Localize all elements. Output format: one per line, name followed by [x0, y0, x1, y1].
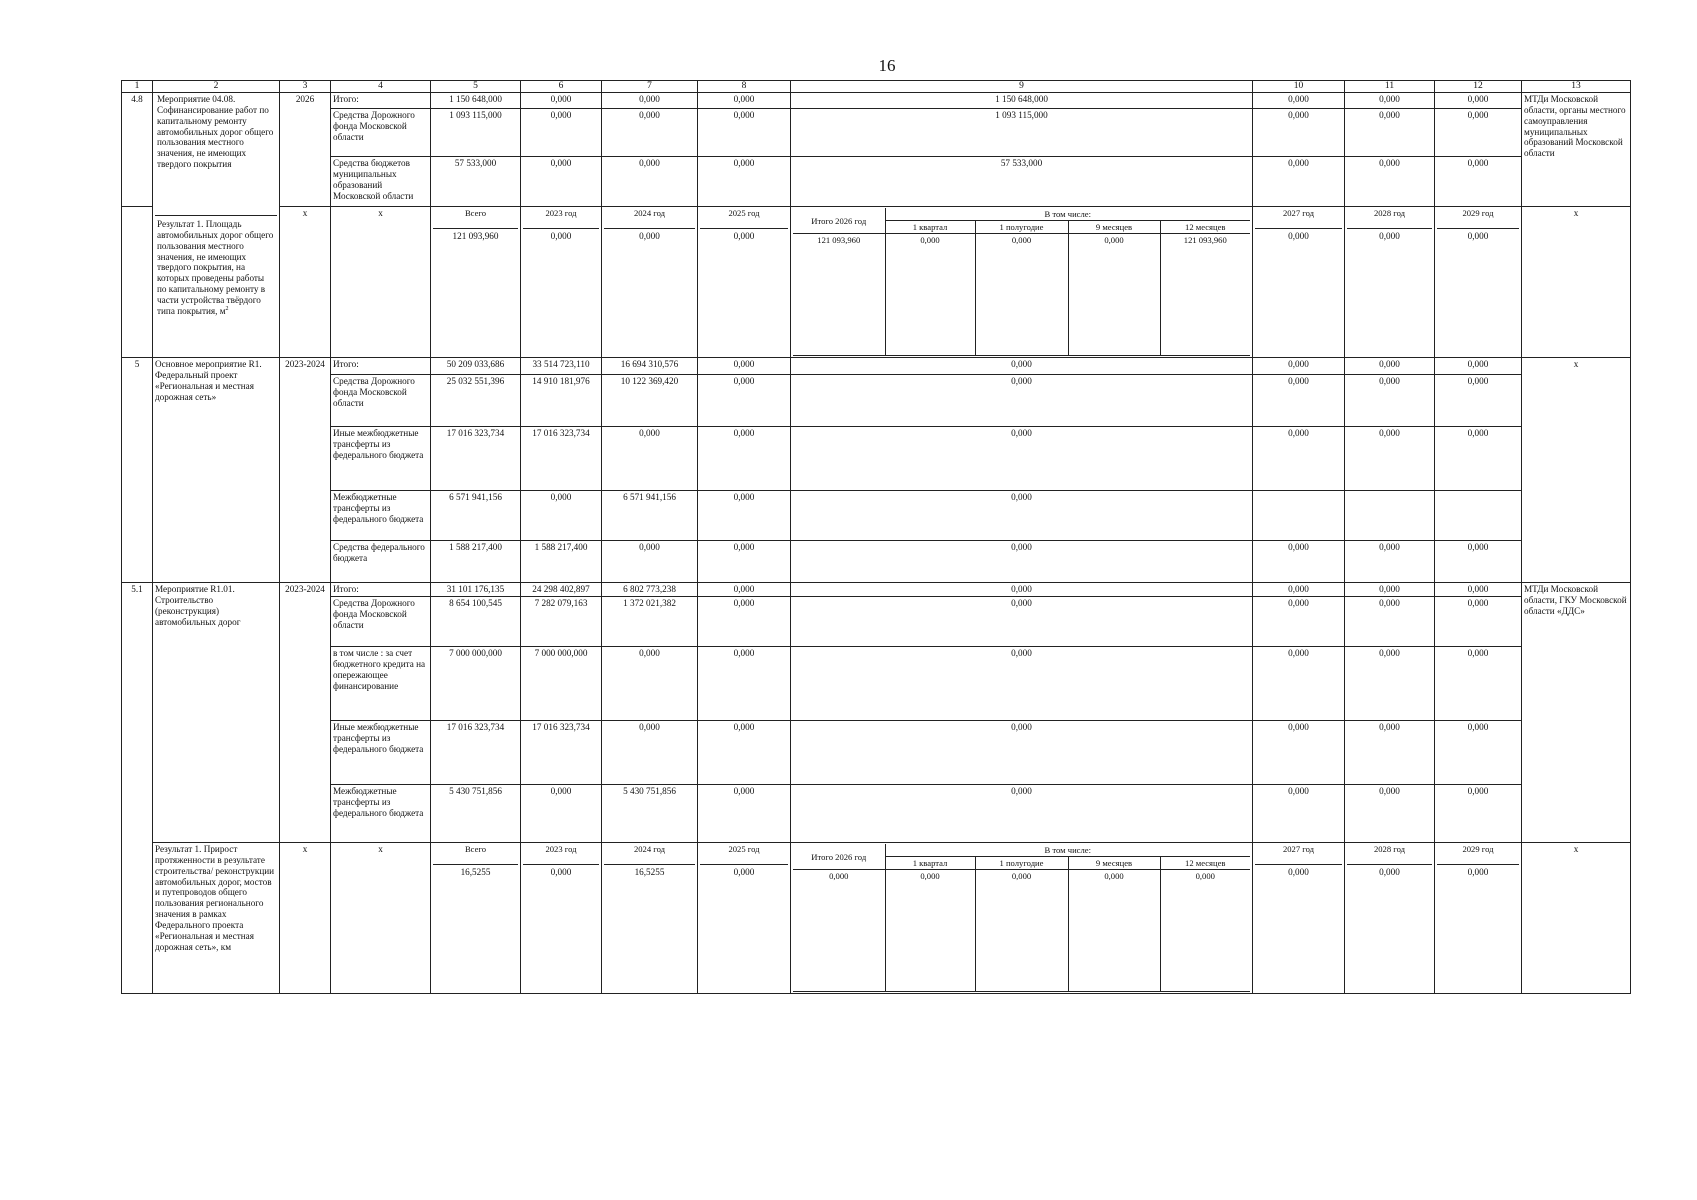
table-row [122, 583, 1631, 597]
result-value: 0,000 [1288, 867, 1309, 877]
value-cell: 7 282 079,163 [521, 597, 602, 647]
value-cell: 5 430 751,856 [431, 785, 521, 843]
value-cell: 0,000 [791, 491, 1253, 541]
col-num: 5 [431, 81, 521, 93]
result-value: 0,000 [639, 231, 660, 241]
value-cell: 0,000 [1253, 375, 1345, 427]
result-header: 9 месяцев [1068, 857, 1160, 870]
value-cell: 0,000 [602, 157, 698, 207]
financing-table [121, 80, 1631, 994]
column-numbers-row [122, 81, 1631, 93]
source-label: Итого: [331, 93, 431, 109]
result-value: 121 093,960 [1160, 234, 1250, 356]
value-cell: 6 571 941,156 [431, 491, 521, 541]
value-cell: 17 016 323,734 [431, 721, 521, 785]
result-value: 121 093,960 [452, 231, 499, 241]
value-cell: 50 209 033,686 [431, 358, 521, 375]
page-number: 16 [878, 56, 896, 75]
col-num: 7 [602, 81, 698, 93]
table-row [122, 491, 1631, 541]
result-header: 2027 год [1255, 208, 1342, 229]
value-cell: 0,000 [1345, 427, 1435, 491]
source-label: Средства Дорожного фонда Московской области [331, 375, 431, 427]
source-label: Средства федерального бюджета [331, 541, 431, 583]
result-header: 2025 год [700, 844, 788, 865]
source-label: Средства Дорожного фонда Московской области [331, 109, 431, 157]
result-row [122, 207, 1631, 358]
value-cell: 0,000 [602, 93, 698, 109]
value-cell: 14 910 181,976 [521, 375, 602, 427]
value-cell: 1 093 115,000 [791, 109, 1253, 157]
value-cell: 0,000 [791, 541, 1253, 583]
table-row [122, 93, 1631, 109]
value-cell: 0,000 [1253, 109, 1345, 157]
col-num: 6 [521, 81, 602, 93]
value-cell: 1 150 648,000 [431, 93, 521, 109]
row-number: 4.8 [122, 93, 153, 207]
result-header: 2028 год [1347, 844, 1432, 865]
executor-cell: МТДи Московской области, ГКУ Московской области «ДДС» [1522, 583, 1631, 843]
value-cell: 0,000 [698, 109, 791, 157]
result-value: 16,5255 [634, 867, 665, 877]
value-cell: 8 654 100,545 [431, 597, 521, 647]
value-cell: 5 430 751,856 [602, 785, 698, 843]
result-value: 0,000 [1160, 870, 1250, 992]
result-value: 121 093,960 [793, 234, 885, 356]
value-cell: 0,000 [1253, 647, 1345, 721]
row-number: 5 [122, 358, 153, 583]
result-value: 0,000 [550, 867, 572, 877]
result-header: 2024 год [604, 208, 695, 229]
result-header: 2023 год [523, 208, 599, 229]
value-cell: 0,000 [698, 358, 791, 375]
value-cell: 31 101 176,135 [431, 583, 521, 597]
value-cell: 25 032 551,396 [431, 375, 521, 427]
value-cell: 0,000 [698, 491, 791, 541]
value-cell: 0,000 [1435, 721, 1522, 785]
value-cell: 0,000 [1253, 541, 1345, 583]
table-row [122, 375, 1631, 427]
result-value: 0,000 [1288, 231, 1309, 241]
value-cell: 0,000 [791, 785, 1253, 843]
value-cell: 0,000 [602, 541, 698, 583]
value-cell: 1 372 021,382 [602, 597, 698, 647]
value-cell: 0,000 [1345, 647, 1435, 721]
value-cell: 0,000 [698, 375, 791, 427]
value-cell [1345, 491, 1435, 541]
table-row [122, 358, 1631, 375]
result-value: 0,000 [550, 231, 572, 241]
col-num: 3 [280, 81, 331, 93]
value-cell: 0,000 [521, 157, 602, 207]
value-cell: 0,000 [698, 721, 791, 785]
result-header: Итого 2026 год [793, 844, 885, 870]
result-header: 2027 год [1255, 844, 1342, 865]
value-cell: 0,000 [1345, 157, 1435, 207]
value-cell: 0,000 [1253, 597, 1345, 647]
source-label: Иные межбюджетные трансферты из федерального бюджета [331, 427, 431, 491]
result-value: 0,000 [1068, 870, 1160, 992]
result-header: 2023 год [523, 844, 599, 865]
value-cell: 6 802 773,238 [602, 583, 698, 597]
value-cell: 0,000 [1345, 358, 1435, 375]
row-number: 5.1 [122, 583, 153, 994]
result-value: 0,000 [885, 870, 975, 992]
result-header: В том числе: [885, 208, 1250, 221]
quarterly-breakdown [793, 208, 1250, 356]
col-num: 12 [1435, 81, 1522, 93]
col-num: 10 [1253, 81, 1345, 93]
value-cell: 17 016 323,734 [521, 721, 602, 785]
table-row [122, 157, 1631, 207]
col-num: 9 [791, 81, 1253, 93]
value-cell: 0,000 [602, 109, 698, 157]
result-header: Всего [433, 208, 518, 229]
result-x: x [1522, 207, 1631, 358]
result-value: 0,000 [1467, 867, 1489, 877]
value-cell: 0,000 [1253, 785, 1345, 843]
value-cell: 0,000 [698, 541, 791, 583]
result-header: Итого 2026 год [793, 208, 885, 234]
result-x: x [331, 843, 431, 994]
year-cell: 2023-2024 [280, 583, 331, 843]
value-cell: 0,000 [1345, 785, 1435, 843]
value-cell: 57 533,000 [791, 157, 1253, 207]
value-cell [1435, 491, 1522, 541]
source-label: Межбюджетные трансферты из федерального бюджета [331, 491, 431, 541]
value-cell: 0,000 [698, 647, 791, 721]
value-cell: 24 298 402,897 [521, 583, 602, 597]
value-cell: 0,000 [1435, 93, 1522, 109]
result-value: 0,000 [885, 234, 975, 356]
year-cell: 2026 [280, 93, 331, 207]
value-cell: 0,000 [1345, 541, 1435, 583]
value-cell: 1 150 648,000 [791, 93, 1253, 109]
result-header: Всего [433, 844, 518, 865]
source-label: Иные межбюджетные трансферты из федерального бюджета [331, 721, 431, 785]
result-value: 0,000 [1068, 234, 1160, 356]
value-cell: 0,000 [1345, 109, 1435, 157]
table-row [122, 785, 1631, 843]
col-num: 11 [1345, 81, 1435, 93]
value-cell: 0,000 [791, 647, 1253, 721]
result-name: Результат 1. Площадь автомобильных дорог общего пользования местного значения, не имеющих твердого покрытия, на которых проведены работы по капитальному ремонту в части устройства твёрдого типа покрытия, м [157, 219, 274, 316]
table-row [122, 721, 1631, 785]
result-header: 9 месяцев [1068, 221, 1160, 234]
value-cell: 0,000 [698, 157, 791, 207]
table-row [122, 597, 1631, 647]
activity-name: Основное мероприятие R1. Федеральный проект «Региональная и местная дорожная сеть» [153, 358, 280, 583]
result-value: 16,5255 [460, 867, 491, 877]
result-header: 2024 год [604, 844, 695, 865]
value-cell: 0,000 [1345, 93, 1435, 109]
value-cell: 57 533,000 [431, 157, 521, 207]
value-cell: 1 093 115,000 [431, 109, 521, 157]
value-cell: 1 588 217,400 [431, 541, 521, 583]
result-header: 12 месяцев [1160, 857, 1250, 870]
value-cell: 0,000 [1435, 785, 1522, 843]
value-cell: 16 694 310,576 [602, 358, 698, 375]
value-cell: 0,000 [602, 427, 698, 491]
value-cell: 0,000 [791, 358, 1253, 375]
value-cell: 0,000 [1435, 583, 1522, 597]
value-cell: 0,000 [1435, 541, 1522, 583]
result-header: 1 квартал [885, 857, 975, 870]
source-label: Средства бюджетов муниципальных образований Московской области [331, 157, 431, 207]
result-header: 2029 год [1437, 208, 1519, 229]
value-cell: 0,000 [1435, 647, 1522, 721]
value-cell: 0,000 [1345, 375, 1435, 427]
value-cell: 0,000 [602, 721, 698, 785]
activity-name: Мероприятие 04.08. Софинансирование работ по капитальному ремонту автомобильных дорог общего пользования местного значения, не имеющих твердого покрытия [157, 94, 274, 170]
value-cell: 33 514 723,110 [521, 358, 602, 375]
result-header: В том числе: [885, 844, 1250, 857]
executor-cell: МТДи Московской области, органы местного самоуправления муниципальных образований Московской области [1522, 93, 1631, 207]
value-cell: 10 122 369,420 [602, 375, 698, 427]
value-cell: 0,000 [698, 583, 791, 597]
col-num: 4 [331, 81, 431, 93]
value-cell: 0,000 [1435, 375, 1522, 427]
value-cell: 0,000 [1435, 358, 1522, 375]
value-cell: 17 016 323,734 [521, 427, 602, 491]
result-x: x [280, 207, 331, 358]
result-header: 1 полугодие [975, 857, 1068, 870]
value-cell: 0,000 [1253, 358, 1345, 375]
result-value: 0,000 [793, 870, 885, 992]
source-label: Итого: [331, 583, 431, 597]
table-row [122, 109, 1631, 157]
value-cell: 0,000 [1253, 427, 1345, 491]
value-cell: 0,000 [1435, 597, 1522, 647]
result-value: 0,000 [975, 870, 1068, 992]
value-cell: 0,000 [521, 109, 602, 157]
col-num: 1 [122, 81, 153, 93]
value-cell: 0,000 [698, 597, 791, 647]
source-label: Средства Дорожного фонда Московской области [331, 597, 431, 647]
value-cell: 0,000 [1435, 157, 1522, 207]
year-cell: 2023-2024 [280, 358, 331, 583]
result-header: 2029 год [1437, 844, 1519, 865]
result-name: Результат 1. Прирост протяженности в результате строительства/ реконструкции автомобильных дорог, мостов и путепроводов общего пользования регионального значения в рамках Федерального проекта «Региональная и местная дорожная сеть», км [153, 843, 280, 994]
result-header: 1 полугодие [975, 221, 1068, 234]
activity-cell [153, 93, 280, 358]
table-row [122, 427, 1631, 491]
result-value: 0,000 [733, 867, 755, 877]
value-cell: 0,000 [1345, 583, 1435, 597]
value-cell: 0,000 [1253, 583, 1345, 597]
value-cell: 7 000 000,000 [521, 647, 602, 721]
value-cell: 0,000 [698, 93, 791, 109]
value-cell: 0,000 [521, 491, 602, 541]
value-cell: 1 588 217,400 [521, 541, 602, 583]
value-cell: 0,000 [1345, 721, 1435, 785]
source-label: в том числе : за счет бюджетного кредита на опережающее финансирование [331, 647, 431, 721]
result-x: x [280, 843, 331, 994]
source-label: Межбюджетные трансферты из федерального бюджета [331, 785, 431, 843]
activity-name: Мероприятие R1.01. Строительство (реконструкция) автомобильных дорог [153, 583, 280, 843]
value-cell: 0,000 [521, 93, 602, 109]
result-header: 2025 год [700, 208, 788, 229]
value-cell: 0,000 [1435, 427, 1522, 491]
result-value: 0,000 [1467, 231, 1489, 241]
result-x: x [331, 207, 431, 358]
value-cell [1253, 491, 1345, 541]
col-num: 2 [153, 81, 280, 93]
executor-cell: x [1522, 358, 1631, 583]
table-row [122, 541, 1631, 583]
quarterly-breakdown [793, 844, 1250, 992]
value-cell: 0,000 [791, 721, 1253, 785]
result-value: 0,000 [1379, 231, 1400, 241]
source-label: Итого: [331, 358, 431, 375]
result-value: 0,000 [975, 234, 1068, 356]
value-cell: 0,000 [521, 785, 602, 843]
value-cell: 0,000 [791, 375, 1253, 427]
value-cell: 0,000 [1435, 109, 1522, 157]
table-row [122, 647, 1631, 721]
value-cell: 0,000 [698, 427, 791, 491]
result-header: 2028 год [1347, 208, 1432, 229]
result-x: x [1522, 843, 1631, 994]
value-cell: 6 571 941,156 [602, 491, 698, 541]
result-value: 0,000 [733, 231, 755, 241]
value-cell: 0,000 [1253, 721, 1345, 785]
value-cell: 0,000 [1253, 93, 1345, 109]
result-value: 0,000 [1379, 867, 1400, 877]
value-cell: 0,000 [791, 583, 1253, 597]
value-cell: 0,000 [791, 597, 1253, 647]
result-header: 12 месяцев [1160, 221, 1250, 234]
unit-exponent: 2 [225, 305, 229, 312]
value-cell: 0,000 [602, 647, 698, 721]
value-cell: 0,000 [791, 427, 1253, 491]
value-cell: 7 000 000,000 [431, 647, 521, 721]
value-cell: 0,000 [1345, 597, 1435, 647]
value-cell: 0,000 [698, 785, 791, 843]
col-num: 13 [1522, 81, 1631, 93]
result-row [122, 843, 1631, 994]
col-num: 8 [698, 81, 791, 93]
value-cell: 17 016 323,734 [431, 427, 521, 491]
result-header: 1 квартал [885, 221, 975, 234]
value-cell: 0,000 [1253, 157, 1345, 207]
